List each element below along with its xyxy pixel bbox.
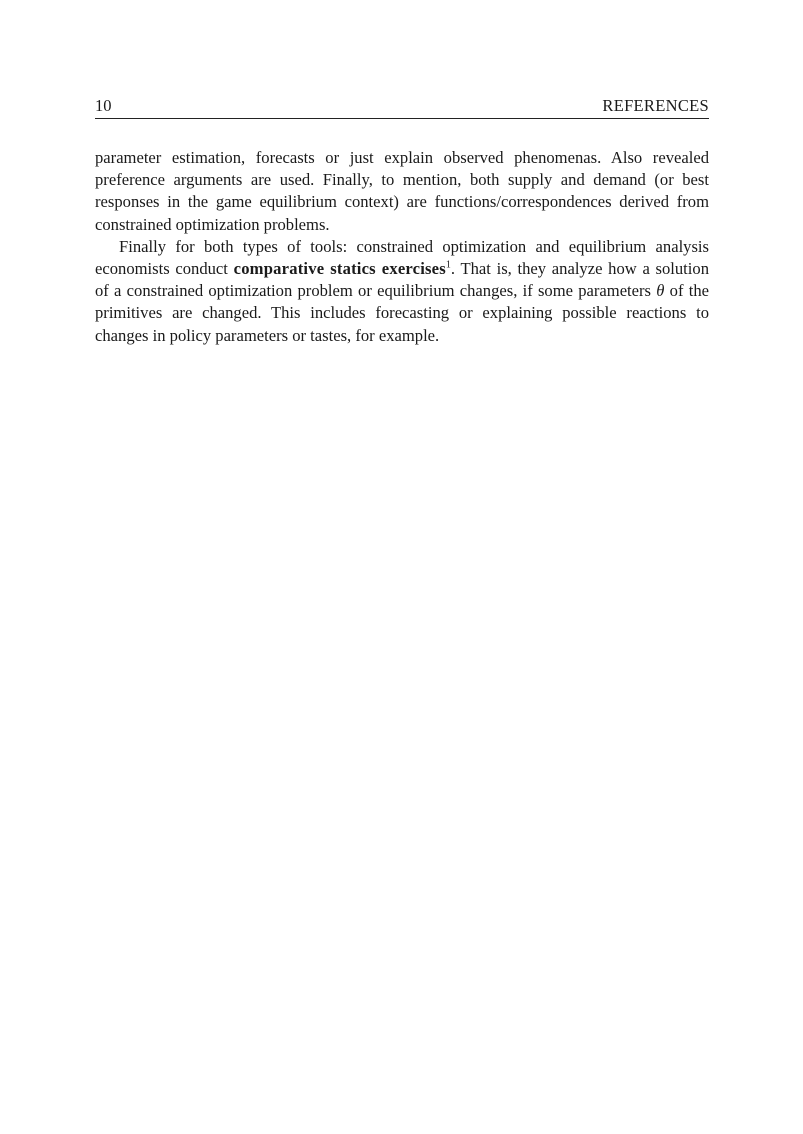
paragraph-1: parameter estimation, forecasts or just explain observed phenomenas. Also revealed preference arguments are used. Finally, to mention, both supply and demand (or best responses in the game equilibrium context) are functions/correspondences derived from constrained optimization problems. bbox=[95, 148, 709, 234]
running-head: REFERENCES bbox=[602, 96, 709, 115]
paragraph-2-text-after: of the primitives are changed. This includes forecasting or explaining possible reactions to changes in policy parameters or tastes, for example. bbox=[95, 281, 709, 345]
paragraph-2-text-before: Finally for both types of tools: constrained optimization and equilibrium analysis economists conduct bbox=[95, 236, 709, 279]
paragraph-2 bbox=[95, 236, 709, 347]
bold-term-comparative-statics: comparative statics exercises bbox=[233, 259, 446, 279]
footnote-mark[interactable]: 1 bbox=[445, 259, 451, 271]
body-text bbox=[95, 147, 709, 347]
math-symbol-theta: θ bbox=[656, 281, 665, 301]
page-header bbox=[95, 96, 709, 119]
page-number: 10 bbox=[95, 96, 112, 115]
paragraph-2-text-middle: . That is, they analyze how a solution of a constrained optimization problem or equilibrium changes, if some parameters bbox=[95, 259, 709, 301]
